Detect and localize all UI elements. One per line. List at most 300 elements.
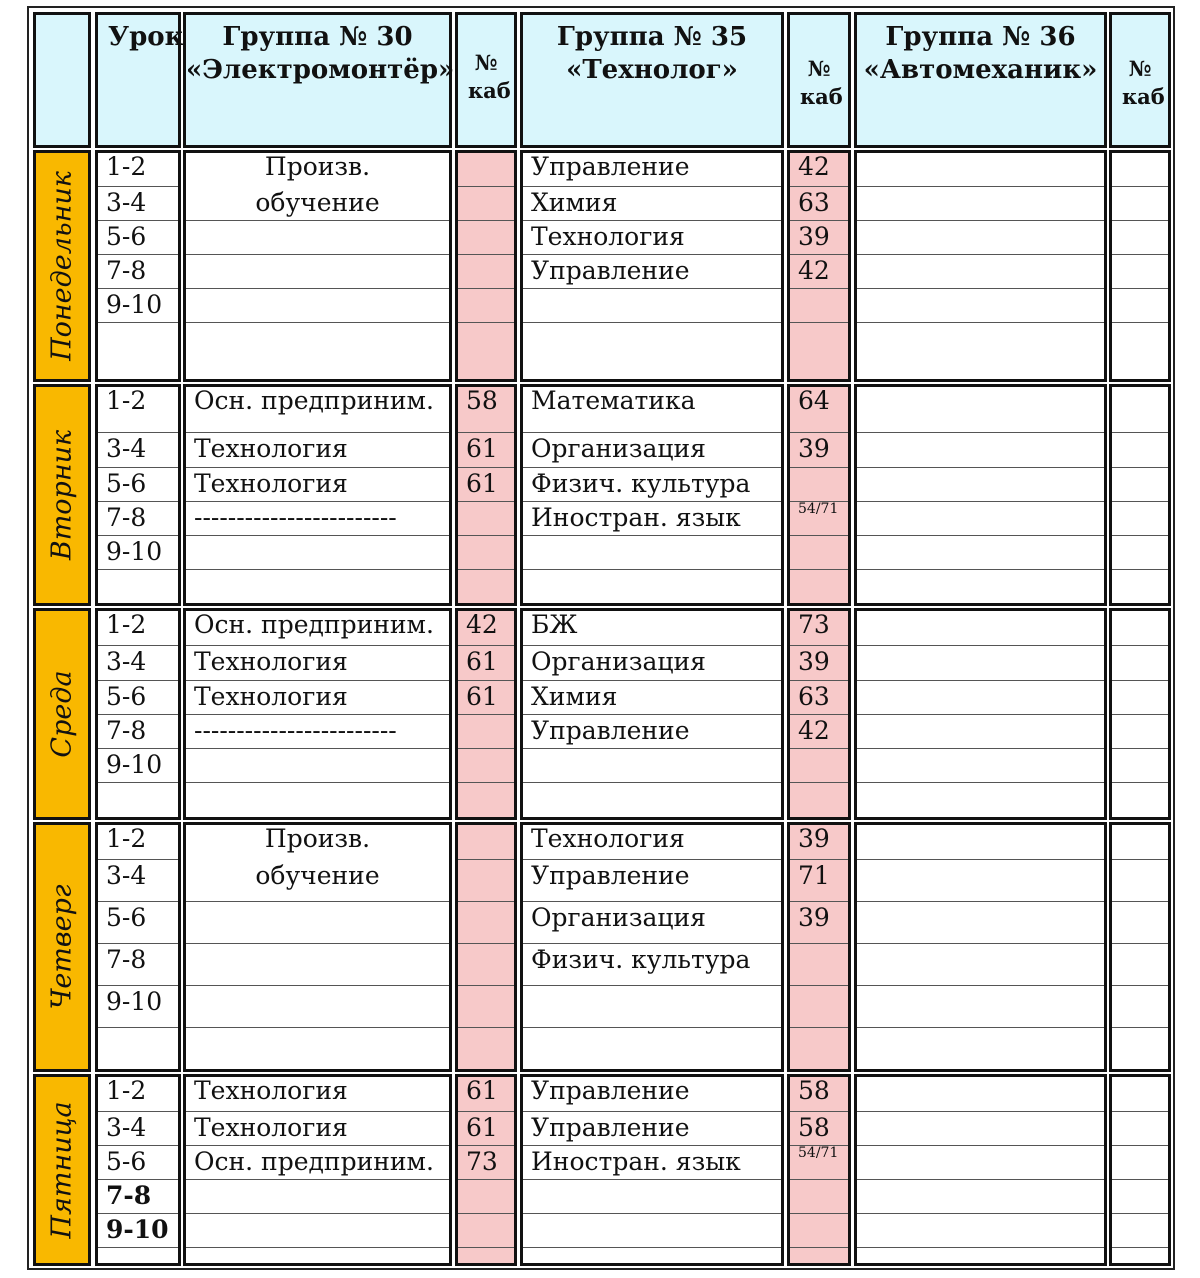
- row-divider: [98, 680, 178, 681]
- row-divider: [1112, 535, 1168, 536]
- g35-cabinet: 58: [798, 1113, 830, 1142]
- row-divider: [98, 943, 178, 944]
- row-divider: [98, 859, 178, 860]
- row-divider: [98, 1027, 178, 1028]
- row-divider: [523, 901, 781, 902]
- g35-subject: Химия: [531, 188, 618, 217]
- row-divider: [857, 748, 1104, 749]
- row-divider: [458, 680, 514, 681]
- g35-subject: Управление: [531, 716, 690, 745]
- row-divider: [186, 1247, 449, 1248]
- row-divider: [523, 1213, 781, 1214]
- row-divider: [458, 943, 514, 944]
- row-divider: [857, 1179, 1104, 1180]
- g35-cabinet: 58: [798, 1076, 830, 1105]
- header-cab-30: [455, 12, 517, 148]
- row-divider: [458, 254, 514, 255]
- row-divider: [857, 535, 1104, 536]
- lesson-number: 9-10: [106, 987, 163, 1016]
- day-2-col-c30: [455, 384, 517, 606]
- row-divider: [98, 322, 178, 323]
- row-divider: [458, 322, 514, 323]
- row-divider: [186, 985, 449, 986]
- row-divider: [790, 186, 848, 187]
- g30-merged-text: Произв.: [264, 824, 371, 853]
- row-divider: [857, 322, 1104, 323]
- row-divider: [790, 1111, 848, 1112]
- row-divider: [523, 782, 781, 783]
- g30-subject: ------------------------: [194, 716, 397, 745]
- day-5-col-g35: [520, 1074, 784, 1266]
- g30-subject: Технология: [194, 1113, 348, 1142]
- row-divider: [523, 288, 781, 289]
- row-divider: [98, 254, 178, 255]
- row-divider: [857, 467, 1104, 468]
- row-divider: [186, 535, 449, 536]
- day-5-col-c30: [455, 1074, 517, 1266]
- row-divider: [458, 1027, 514, 1028]
- row-divider: [857, 220, 1104, 221]
- day-4-col-g36: [854, 822, 1107, 1072]
- g35-subject: Управление: [531, 152, 690, 181]
- row-divider: [857, 901, 1104, 902]
- g35-cabinet: 63: [798, 682, 830, 711]
- row-divider: [523, 501, 781, 502]
- day-4-col-g30: [183, 822, 452, 1072]
- row-divider: [523, 467, 781, 468]
- row-divider: [186, 1213, 449, 1214]
- row-divider: [790, 645, 848, 646]
- g35-cabinet: 63: [798, 188, 830, 217]
- lesson-number: 7-8: [106, 716, 147, 745]
- row-divider: [458, 645, 514, 646]
- group-35-number: Группа № 35: [556, 22, 748, 52]
- row-divider: [458, 782, 514, 783]
- row-divider: [1112, 985, 1168, 986]
- lesson-number: 3-4: [106, 861, 147, 890]
- g35-cabinet: 39: [798, 647, 830, 676]
- row-divider: [523, 569, 781, 570]
- g30-subject: Технология: [194, 434, 348, 463]
- g30-cabinet: 61: [466, 1076, 498, 1105]
- row-divider: [1112, 1145, 1168, 1146]
- day-5-col-c36: [1109, 1074, 1171, 1266]
- lesson-number: 3-4: [106, 188, 147, 217]
- day-name: Вторник: [46, 429, 78, 561]
- row-divider: [857, 501, 1104, 502]
- g30-merged-text: обучение: [255, 188, 380, 217]
- g35-cabinet: 42: [798, 716, 830, 745]
- row-divider: [458, 569, 514, 570]
- day-1-col-les: [95, 150, 181, 382]
- lesson-number: 5-6: [106, 682, 147, 711]
- row-divider: [98, 467, 178, 468]
- row-divider: [98, 186, 178, 187]
- header-lesson-label: Урок: [108, 22, 184, 52]
- lesson-number: 5-6: [106, 903, 147, 932]
- row-divider: [1112, 322, 1168, 323]
- row-divider: [458, 1179, 514, 1180]
- row-divider: [1112, 748, 1168, 749]
- day-3-col-day: [33, 608, 91, 820]
- row-divider: [186, 1027, 449, 1028]
- day-1-col-day: [33, 150, 91, 382]
- row-divider: [857, 1027, 1104, 1028]
- row-divider: [1112, 1027, 1168, 1028]
- day-1-col-g36: [854, 150, 1107, 382]
- row-divider: [98, 1213, 178, 1214]
- row-divider: [1112, 943, 1168, 944]
- row-divider: [186, 322, 449, 323]
- day-3-col-g30: [183, 608, 452, 820]
- day-1-col-c35: [787, 150, 851, 382]
- row-divider: [458, 901, 514, 902]
- row-divider: [186, 1111, 449, 1112]
- g30-subject: Осн. предприним.: [194, 1147, 434, 1176]
- day-2-col-c36: [1109, 384, 1171, 606]
- lesson-number: 9-10: [106, 537, 163, 566]
- row-divider: [458, 186, 514, 187]
- g35-subject: Математика: [531, 386, 696, 415]
- row-divider: [186, 782, 449, 783]
- day-2-col-day: [33, 384, 91, 606]
- row-divider: [523, 1111, 781, 1112]
- g35-subject: Управление: [531, 1076, 690, 1105]
- g35-subject: Организация: [531, 647, 706, 676]
- row-divider: [523, 322, 781, 323]
- row-divider: [523, 748, 781, 749]
- day-1-col-g30: [183, 150, 452, 382]
- g35-subject: Химия: [531, 682, 618, 711]
- g35-cabinet: 39: [798, 824, 830, 853]
- day-3-col-c35: [787, 608, 851, 820]
- row-divider: [1112, 901, 1168, 902]
- lesson-number: 5-6: [106, 1147, 147, 1176]
- cab-30-label: № каб: [468, 50, 511, 103]
- row-divider: [790, 1027, 848, 1028]
- row-divider: [523, 1027, 781, 1028]
- g30-subject: Осн. предприним.: [194, 386, 434, 415]
- row-divider: [1112, 220, 1168, 221]
- day-2-col-g36: [854, 384, 1107, 606]
- header-cab-36: [1109, 12, 1171, 148]
- g35-cabinet: 71: [798, 861, 830, 890]
- row-divider: [857, 782, 1104, 783]
- day-4-col-g35: [520, 822, 784, 1072]
- g35-subject: Физич. культура: [531, 469, 751, 498]
- g35-cabinet: 42: [798, 256, 830, 285]
- day-5-col-c35: [787, 1074, 851, 1266]
- g30-merged-text: Произв.: [264, 152, 371, 181]
- lesson-number: 3-4: [106, 434, 147, 463]
- day-name: Среда: [46, 670, 78, 758]
- row-divider: [790, 943, 848, 944]
- row-divider: [458, 467, 514, 468]
- row-divider: [857, 1213, 1104, 1214]
- g35-subject: Управление: [531, 1113, 690, 1142]
- group-35-name: «Технолог»: [566, 55, 738, 85]
- row-divider: [98, 569, 178, 570]
- row-divider: [857, 288, 1104, 289]
- row-divider: [186, 288, 449, 289]
- row-divider: [458, 432, 514, 433]
- row-divider: [458, 985, 514, 986]
- cab-35-label: № каб: [800, 56, 843, 109]
- row-divider: [186, 1145, 449, 1146]
- day-name: Пятница: [46, 1101, 78, 1239]
- row-divider: [523, 1247, 781, 1248]
- g30-subject: Технология: [194, 1076, 348, 1105]
- row-divider: [458, 220, 514, 221]
- row-divider: [523, 985, 781, 986]
- row-divider: [523, 1179, 781, 1180]
- day-2-col-g30: [183, 384, 452, 606]
- row-divider: [790, 1213, 848, 1214]
- day-2-col-c35: [787, 384, 851, 606]
- row-divider: [98, 1247, 178, 1248]
- row-divider: [523, 943, 781, 944]
- header-group-36: [854, 12, 1107, 148]
- row-divider: [186, 254, 449, 255]
- row-divider: [98, 714, 178, 715]
- row-divider: [98, 288, 178, 289]
- row-divider: [1112, 645, 1168, 646]
- g30-cabinet: 42: [466, 610, 498, 639]
- row-divider: [1112, 254, 1168, 255]
- g35-cabinet: 39: [798, 434, 830, 463]
- day-4-col-c35: [787, 822, 851, 1072]
- row-divider: [790, 1179, 848, 1180]
- row-divider: [1112, 1213, 1168, 1214]
- g30-cabinet: 61: [466, 682, 498, 711]
- row-divider: [857, 859, 1104, 860]
- row-divider: [857, 714, 1104, 715]
- row-divider: [186, 680, 449, 681]
- g35-cabinet: 73: [798, 610, 830, 639]
- lesson-number: 5-6: [106, 469, 147, 498]
- cab-36-label: № каб: [1122, 56, 1165, 109]
- lesson-number: 9-10: [106, 290, 163, 319]
- lesson-number: 7-8: [106, 256, 147, 285]
- row-divider: [790, 1247, 848, 1248]
- day-3-col-c30: [455, 608, 517, 820]
- lesson-number: 7-8: [106, 945, 147, 974]
- row-divider: [98, 535, 178, 536]
- group-36-name: «Автомеханик»: [863, 55, 1098, 85]
- day-3-col-g36: [854, 608, 1107, 820]
- header-cab-35: [787, 12, 851, 148]
- row-divider: [857, 432, 1104, 433]
- row-divider: [98, 645, 178, 646]
- row-divider: [523, 680, 781, 681]
- g30-subject: ------------------------: [194, 503, 397, 532]
- day-2-col-les: [95, 384, 181, 606]
- group-30-name: «Электромонтёр»: [186, 55, 455, 85]
- row-divider: [523, 1145, 781, 1146]
- row-divider: [857, 645, 1104, 646]
- row-divider: [790, 569, 848, 570]
- day-5-col-g30: [183, 1074, 452, 1266]
- row-divider: [458, 859, 514, 860]
- row-divider: [523, 535, 781, 536]
- row-divider: [186, 645, 449, 646]
- g35-cabinet: 42: [798, 152, 830, 181]
- row-divider: [790, 859, 848, 860]
- row-divider: [186, 748, 449, 749]
- lesson-number: 1-2: [106, 824, 147, 853]
- row-divider: [857, 569, 1104, 570]
- day-4-col-c30: [455, 822, 517, 1072]
- row-divider: [98, 1179, 178, 1180]
- row-divider: [458, 1111, 514, 1112]
- g30-merged-text: обучение: [255, 861, 380, 890]
- header-lesson: [95, 12, 184, 148]
- row-divider: [98, 901, 178, 902]
- g35-cabinet: 54/71: [798, 501, 839, 517]
- row-divider: [790, 254, 848, 255]
- row-divider: [790, 432, 848, 433]
- row-divider: [790, 467, 848, 468]
- row-divider: [458, 501, 514, 502]
- row-divider: [1112, 501, 1168, 502]
- row-divider: [857, 1247, 1104, 1248]
- row-divider: [458, 1213, 514, 1214]
- row-divider: [98, 501, 178, 502]
- g30-subject: Технология: [194, 682, 348, 711]
- row-divider: [1112, 467, 1168, 468]
- lesson-number: 5-6: [106, 222, 147, 251]
- row-divider: [186, 1179, 449, 1180]
- row-divider: [186, 501, 449, 502]
- g35-cabinet: 39: [798, 222, 830, 251]
- row-divider: [186, 569, 449, 570]
- lesson-number: 7-8: [106, 503, 147, 532]
- day-name: Четверг: [46, 884, 78, 1010]
- row-divider: [790, 680, 848, 681]
- g35-cabinet: 39: [798, 903, 830, 932]
- g30-subject: Осн. предприним.: [194, 610, 434, 639]
- row-divider: [1112, 288, 1168, 289]
- row-divider: [790, 748, 848, 749]
- row-divider: [1112, 1111, 1168, 1112]
- row-divider: [857, 1145, 1104, 1146]
- row-divider: [1112, 680, 1168, 681]
- header-group-35: [520, 12, 784, 148]
- header-corner: [33, 12, 91, 148]
- row-divider: [1112, 859, 1168, 860]
- row-divider: [458, 1145, 514, 1146]
- row-divider: [1112, 782, 1168, 783]
- g30-cabinet: 58: [466, 386, 498, 415]
- day-3-col-g35: [520, 608, 784, 820]
- row-divider: [857, 943, 1104, 944]
- day-5-col-day: [33, 1074, 91, 1266]
- day-2-col-g35: [520, 384, 784, 606]
- row-divider: [523, 859, 781, 860]
- day-3-col-c36: [1109, 608, 1171, 820]
- g35-subject: Технология: [531, 824, 685, 853]
- g30-cabinet: 61: [466, 469, 498, 498]
- row-divider: [790, 535, 848, 536]
- row-divider: [523, 645, 781, 646]
- row-divider: [790, 901, 848, 902]
- lesson-number: 9-10: [106, 750, 163, 779]
- row-divider: [458, 288, 514, 289]
- row-divider: [1112, 569, 1168, 570]
- row-divider: [1112, 186, 1168, 187]
- row-divider: [458, 748, 514, 749]
- g35-subject: Управление: [531, 256, 690, 285]
- row-divider: [98, 220, 178, 221]
- row-divider: [523, 254, 781, 255]
- g30-subject: Технология: [194, 469, 348, 498]
- row-divider: [98, 1111, 178, 1112]
- day-3-col-les: [95, 608, 181, 820]
- row-divider: [790, 714, 848, 715]
- row-divider: [523, 714, 781, 715]
- row-divider: [790, 322, 848, 323]
- row-divider: [857, 254, 1104, 255]
- row-divider: [98, 1145, 178, 1146]
- row-divider: [1112, 432, 1168, 433]
- day-name: Понедельник: [46, 171, 78, 361]
- row-divider: [458, 1247, 514, 1248]
- row-divider: [857, 1111, 1104, 1112]
- header-group-30: [183, 12, 455, 148]
- group-36-number: Группа № 36: [885, 22, 1076, 52]
- g35-subject: Иностран. язык: [531, 1147, 741, 1176]
- lesson-number: 1-2: [106, 386, 147, 415]
- g30-cabinet: 61: [466, 434, 498, 463]
- row-divider: [98, 782, 178, 783]
- row-divider: [523, 432, 781, 433]
- row-divider: [790, 220, 848, 221]
- g30-cabinet: 73: [466, 1147, 498, 1176]
- lesson-number: 3-4: [106, 1113, 147, 1142]
- g35-subject: Иностран. язык: [531, 503, 741, 532]
- lesson-number: 9-10: [106, 1215, 169, 1244]
- group-30-number: Группа № 30: [222, 22, 413, 52]
- row-divider: [790, 782, 848, 783]
- row-divider: [1112, 714, 1168, 715]
- row-divider: [186, 714, 449, 715]
- row-divider: [790, 985, 848, 986]
- g35-subject: БЖ: [531, 610, 578, 639]
- g35-subject: Организация: [531, 434, 706, 463]
- g30-cabinet: 61: [466, 647, 498, 676]
- g30-cabinet: 61: [466, 1113, 498, 1142]
- lesson-number: 1-2: [106, 610, 147, 639]
- row-divider: [523, 220, 781, 221]
- day-4-col-day: [33, 822, 91, 1072]
- row-divider: [458, 714, 514, 715]
- day-4-col-c36: [1109, 822, 1171, 1072]
- lesson-number: 1-2: [106, 152, 147, 181]
- g35-cabinet: 54/71: [798, 1145, 839, 1161]
- g35-subject: Физич. культура: [531, 945, 751, 974]
- day-1-col-c36: [1109, 150, 1171, 382]
- g35-subject: Технология: [531, 222, 685, 251]
- row-divider: [186, 220, 449, 221]
- row-divider: [523, 186, 781, 187]
- g35-subject: Организация: [531, 903, 706, 932]
- row-divider: [186, 432, 449, 433]
- day-4-col-les: [95, 822, 181, 1072]
- row-divider: [186, 467, 449, 468]
- row-divider: [1112, 1247, 1168, 1248]
- row-divider: [98, 985, 178, 986]
- day-1-col-c30: [455, 150, 517, 382]
